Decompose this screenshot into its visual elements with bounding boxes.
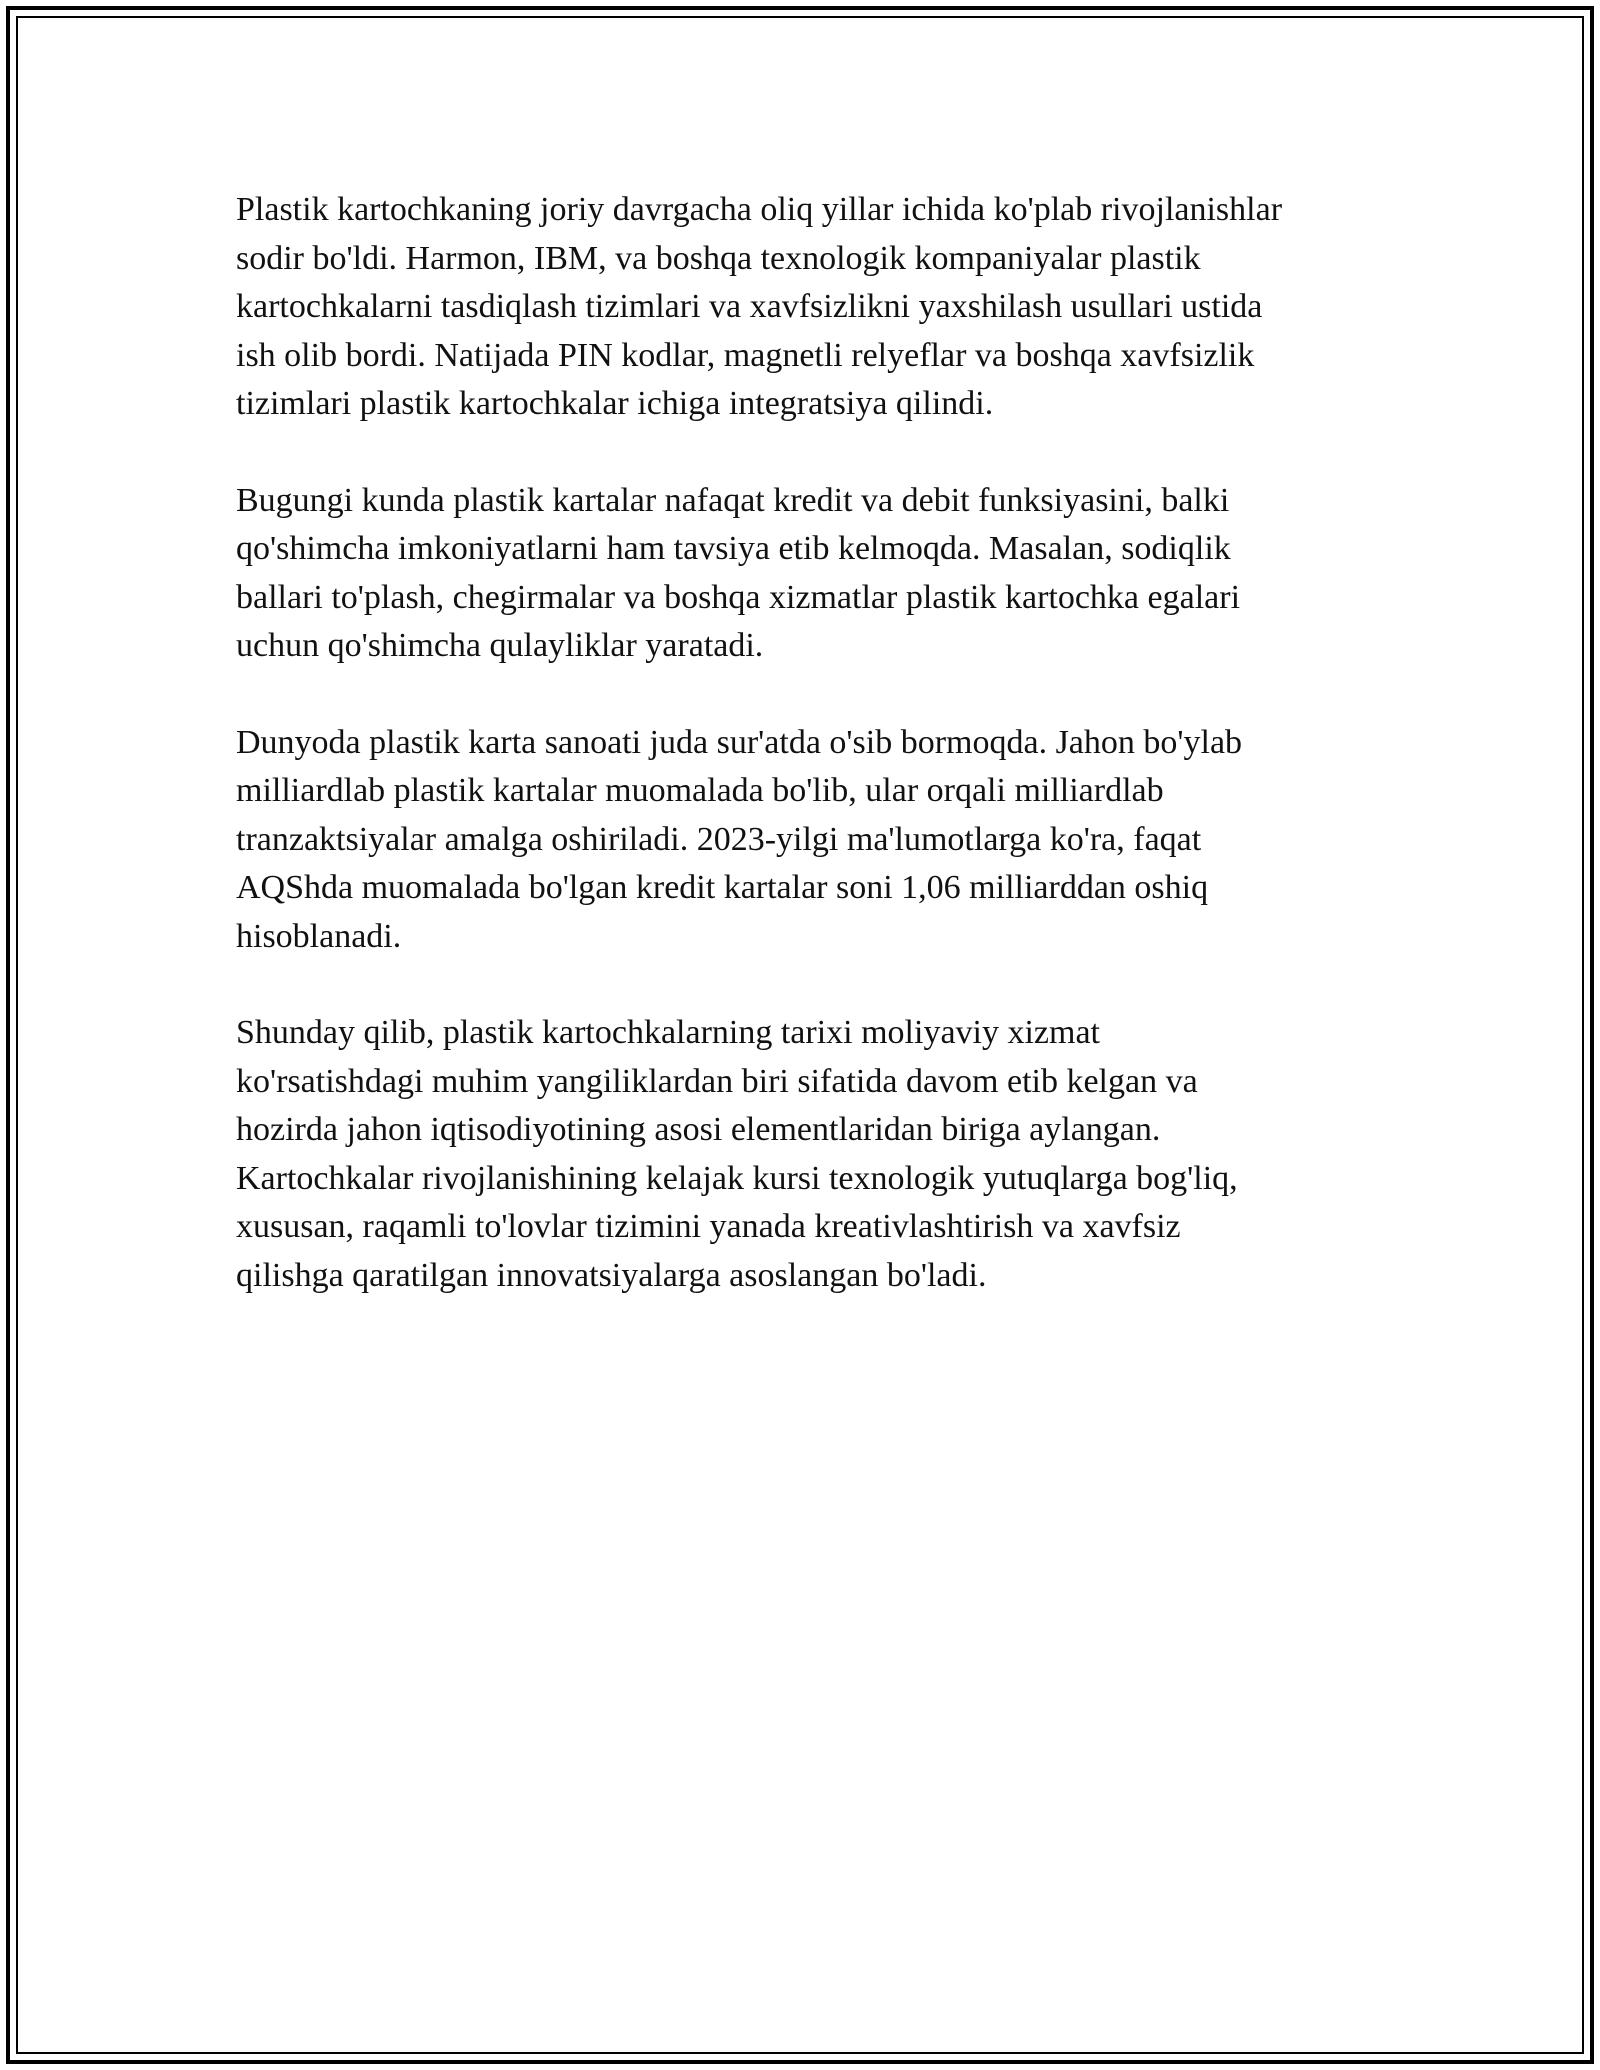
document-body <box>236 186 1376 1348</box>
paragraph-2: Bugungi kunda plastik kartalar nafaqat kredit va debit funksiyasini, balki qo'shimcha imkoniyatlarni ham tavsiya etib kelmoqda. Masalan, sodiqlik ballari to'plash, chegirmalar va boshqa xizmatlar plastik kartochka egalari uchun qo'shimcha qulayliklar yaratadi. <box>236 481 1241 664</box>
paragraph-3: Dunyoda plastik karta sanoati juda sur'atda o'sib bormoqda. Jahon bo'ylab milliardlab plastik kartalar muomalada bo'lib, ular orqali milliardlab tranzaktsiyalar amalga oshiriladi. 2023-yilgi ma'lumotlarga ko'ra, faqat AQShda muomalada bo'lgan kredit kartalar soni 1,06 milliarddan oshiq hisoblanadi. <box>236 723 1243 955</box>
paragraph-1: Plastik kartochkaning joriy davrgacha oliq yillar ichida ko'plab rivojlanishlar sodir bo'ldi. Harmon, IBM, va boshqa texnologik kompaniyalar plastik kartochkalarni tasdiqlash tizimlari va xavfsizlikni yaxshilash usullari ustida ish olib bordi. Natijada PIN kodlar, magnetli relyeflar va boshqa xavfsizlik tizimlari plastik kartochkalar ichiga integratsiya qilindi. <box>236 191 1283 422</box>
paragraph-4: Shunday qilib, plastik kartochkalarning tarixi moliyaviy xizmat ko'rsatishdagi muhim yangiliklardan biri sifatida davom etib kelgan va hozirda jahon iqtisodiyotining asosi elementlaridan biriga aylangan. Kartochkalar rivojlanishining kelajak kursi texnologik yutuqlarga bog'liq, xususan, raqamli to'lovlar tizimini yanada kreativlashtirish va xavfsiz qilishga qaratilgan innovatsiyalarga asoslangan bo'ladi. <box>236 1014 1238 1294</box>
